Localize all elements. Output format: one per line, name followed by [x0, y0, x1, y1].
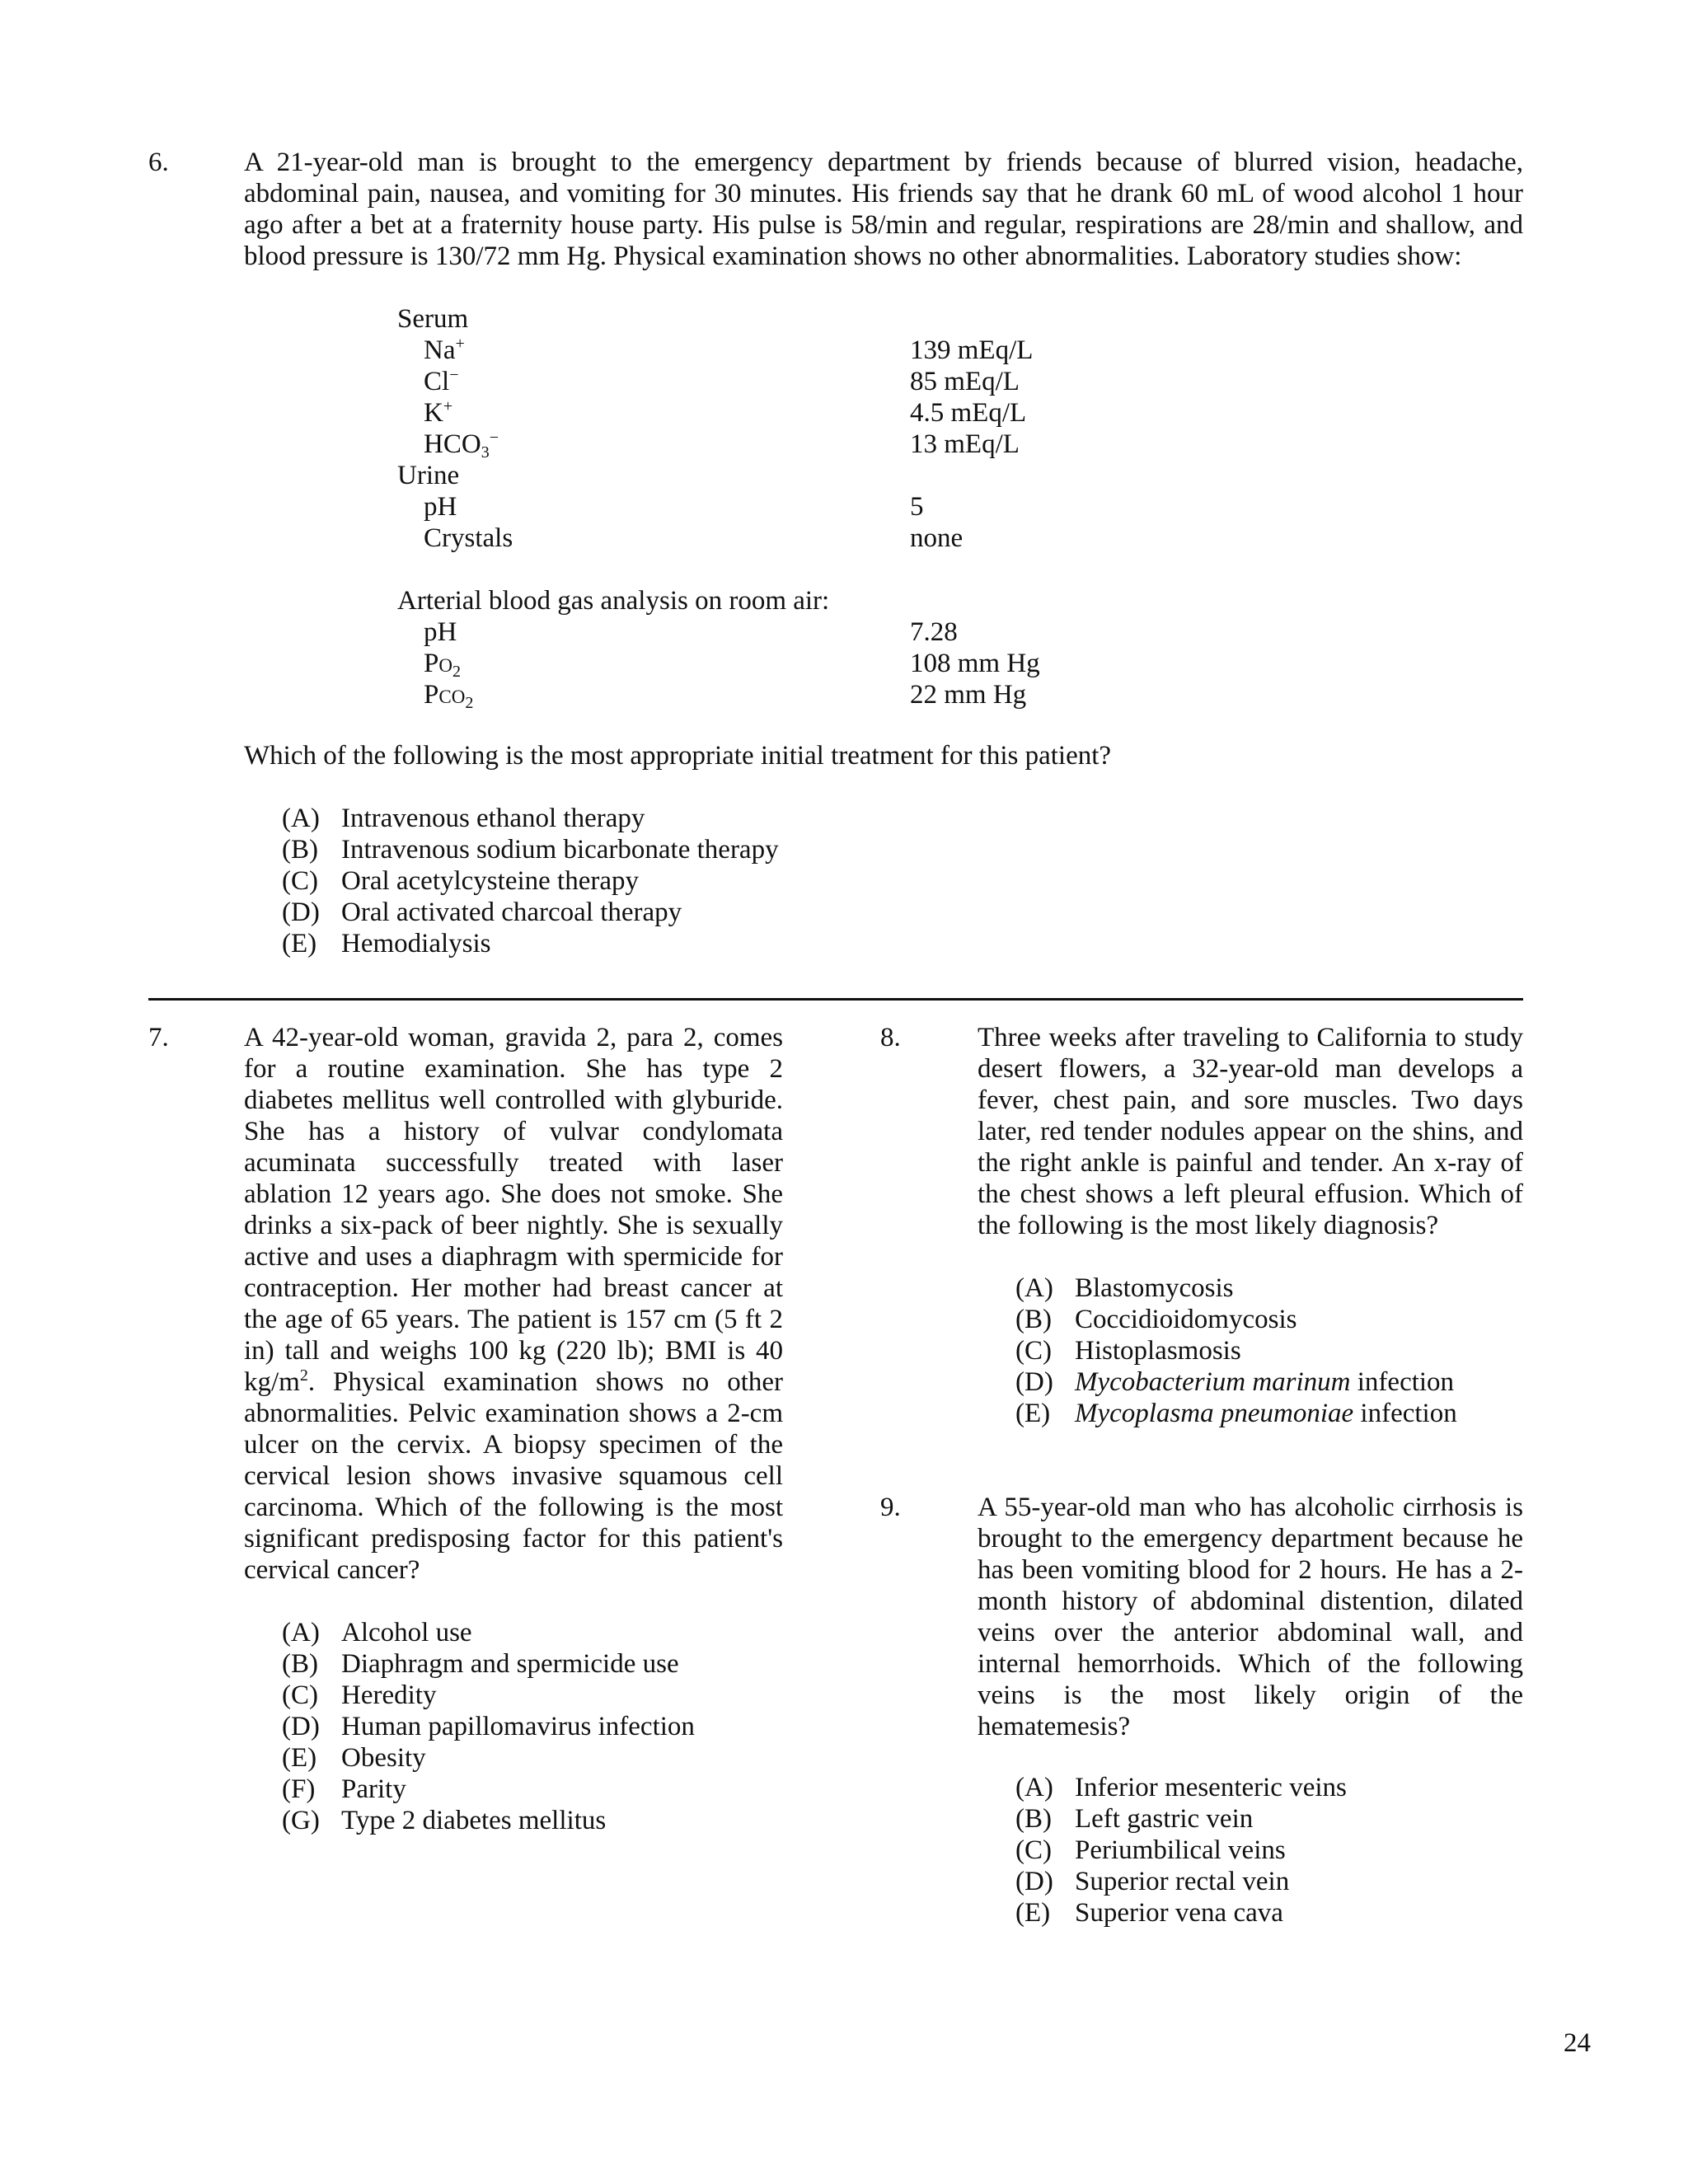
answer-choice[interactable]: (F) Parity [282, 1774, 406, 1804]
section-divider [148, 998, 1523, 1001]
lab-table [397, 303, 1221, 715]
lab-value-urine-ph: 5 [910, 492, 924, 522]
question-8-choices [1015, 1272, 1526, 1429]
answer-choice[interactable]: (A) Inferior mesenteric veins [1015, 1773, 1347, 1802]
lab-row-bicarbonate: $HCO_3^-$ [424, 429, 499, 462]
page-number: 24 [1564, 2028, 1591, 2058]
answer-choice[interactable]: (C) Histoplasmosis [1015, 1336, 1241, 1366]
answer-choice[interactable]: (B) Intravenous sodium bicarbonate therapy [282, 835, 779, 865]
answer-choice[interactable]: (A) Alcohol use [282, 1618, 472, 1647]
answer-choice[interactable]: (D) Superior rectal vein [1015, 1867, 1290, 1896]
answer-choice[interactable]: (E) Hemodialysis [282, 929, 491, 958]
answer-choice[interactable]: (D) Mycobacterium marinum infection [1015, 1367, 1455, 1397]
question-stem: A 42-year-old woman, gravida 2, para 2, comes for a routine examination. She has type 2 diabetes mellitus well controlled with glyburide. She has a history of vulvar condylomata acuminata successfully treated with laser ablation 12 years ago. She does not smoke. She drinks a six-pack of beer nightly. She is sexually active and uses a diaphragm with spermicide for contraception. Her mother had breast cancer at the age of 65 years. The patient is 157 cm (5 ft 2 in) tall and weighs 100 kg (220 lb); BMI is 40 $kg/m^2$. Physical examination shows no other abnormalities. Pelvic examination shows a 2-cm ulcer on the cervix. A biopsy specimen of the cervical lesion shows invasive squamous cell carcinoma. Which of the following is the most significant predisposing factor for this patient's cervical cancer? [244, 1023, 783, 1585]
lab-row-pco2: Pco$_2$ [424, 680, 474, 712]
lab-value-po2: 108 mm Hg [910, 649, 1040, 678]
answer-choice[interactable]: (A) Intravenous ethanol therapy [282, 804, 645, 833]
lab-value-sodium: 139 mEq/L [910, 335, 1034, 365]
lab-row-chloride: Cl− [424, 366, 459, 396]
lab-row-po2: $Po_2$ [424, 649, 461, 681]
answer-choice[interactable]: (G) Type 2 diabetes mellitus [282, 1806, 607, 1835]
answer-choice[interactable]: (D) Oral activated charcoal therapy [282, 898, 682, 927]
lab-row-urine-ph: pH [424, 492, 457, 522]
question-9-choices [1015, 1772, 1526, 1929]
question-8 [880, 1022, 1523, 1241]
lab-value-potassium: 4.5 mEq/L [910, 398, 1027, 428]
question-stem: A 21-year-old man is brought to the emergency department by friends because of blurred vision, headache, abdominal pain, nausea, and vomiting for 30 minutes. His friends say that he drank 60 mL of wood alcohol 1 hour ago after a bet at a fraternity house party. His pulse is 58/min and regular, respirations are 28/min and shallow, and blood pressure is 130/72 mm Hg. Physical examination shows no other abnormalities. Laboratory studies show: [244, 148, 1523, 271]
answer-choice[interactable]: (D) Human papillomavirus infection [282, 1712, 695, 1741]
question-number: 9. [880, 1493, 901, 1522]
question-stem: Three weeks after traveling to California to study desert flowers, a 32-year-old man develops a fever, chest pain, and sore muscles. Two days later, red tender nodules appear on the shins, and the right ankle is painful and tender. An x-ray of the chest shows a left pleural effusion. Which of the following is the most likely diagnosis? [978, 1023, 1523, 1240]
answer-choice[interactable]: (C) Heredity [282, 1680, 437, 1710]
lab-header-serum: Serum [397, 304, 469, 334]
answer-choice[interactable]: (C) Oral acetylcysteine therapy [282, 866, 639, 896]
lab-value-pco2: 22 mm Hg [910, 680, 1027, 710]
question-7-choices [282, 1617, 776, 1836]
question-6-choices [282, 803, 1189, 959]
question-7 [148, 1022, 783, 1586]
answer-choice[interactable]: (A) Blastomycosis [1015, 1273, 1234, 1303]
question-number: 8. [880, 1023, 901, 1052]
lab-value-chloride: 85 mEq/L [910, 367, 1020, 396]
lab-value-abg-ph: 7.28 [910, 617, 958, 647]
question-9 [880, 1492, 1523, 1742]
lab-row-potassium: K+ [424, 397, 453, 428]
lab-row-sodium: Na+ [424, 335, 465, 365]
question-number: 7. [148, 1023, 169, 1052]
lab-value-crystals: none [910, 523, 964, 553]
lab-value-bicarbonate: 13 mEq/L [910, 429, 1020, 459]
lab-row-abg-ph: pH [424, 617, 457, 647]
question-number: 6. [148, 148, 169, 177]
answer-choice[interactable]: (B) Diaphragm and spermicide use [282, 1649, 679, 1679]
answer-choice[interactable]: (B) Left gastric vein [1015, 1804, 1254, 1834]
answer-choice[interactable]: (B) Coccidioidomycosis [1015, 1305, 1297, 1334]
question-6 [148, 147, 1523, 272]
lab-header-urine: Urine [397, 461, 460, 490]
answer-choice[interactable]: (E) Obesity [282, 1743, 426, 1773]
answer-choice[interactable]: (E) Superior vena cava [1015, 1898, 1283, 1928]
answer-choice[interactable]: (E) Mycoplasma pneumoniae infection [1015, 1399, 1457, 1428]
question-6-prompt: Which of the following is the most appropriate initial treatment for this patient? [244, 741, 1112, 771]
lab-row-crystals: Crystals [424, 523, 513, 553]
question-stem: A 55-year-old man who has alcoholic cirrhosis is brought to the emergency department because he has been vomiting blood for 2 hours. He has a 2-month history of abdominal distention, dilated veins over the anterior abdominal wall, and internal hemorrhoids. Which of the following veins is the most likely origin of the hematemesis? [978, 1493, 1523, 1741]
answer-choice[interactable]: (C) Periumbilical veins [1015, 1835, 1286, 1865]
lab-header-abg: Arterial blood gas analysis on room air: [397, 586, 830, 616]
